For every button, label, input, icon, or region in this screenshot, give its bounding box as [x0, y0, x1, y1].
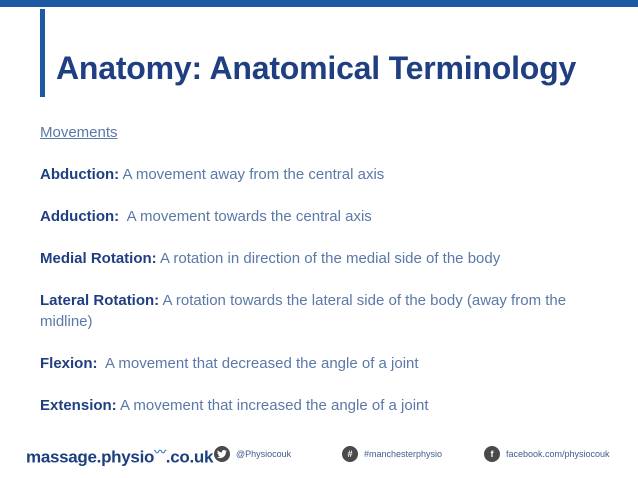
term-definition: A movement that decreased the angle of a joint — [97, 355, 419, 372]
term-definition: A rotation towards the lateral side of the body (away from the midline) — [40, 292, 567, 330]
term-lateral-rotation — [40, 290, 610, 332]
term-label: Adduction: — [40, 208, 120, 225]
facebook-url: facebook.com/physiocouk — [506, 449, 610, 459]
hashtag-link[interactable] — [342, 446, 442, 462]
logo-suffix: .co.uk — [165, 447, 214, 467]
slide-title: Anatomy: Anatomical Terminology — [56, 50, 577, 86]
term-extension — [40, 395, 610, 416]
twitter-link[interactable] — [214, 446, 291, 462]
term-definition: A movement towards the central axis — [119, 208, 372, 225]
hashtag-icon: # — [342, 446, 358, 462]
term-medial-rotation — [40, 248, 610, 269]
term-label: Medial Rotation: — [40, 250, 157, 267]
hashtag-text: #manchesterphysio — [364, 449, 443, 459]
title-accent-bar — [40, 9, 45, 97]
slide-content — [40, 122, 610, 416]
term-label: Abduction: — [40, 166, 120, 183]
brand-logo[interactable] — [26, 443, 213, 468]
facebook-icon: f — [484, 446, 500, 462]
term-label: Flexion: — [40, 355, 98, 372]
term-flexion — [40, 353, 610, 374]
slide-footer — [0, 440, 638, 470]
logo-dots-icon: 〰 — [154, 445, 166, 459]
twitter-icon — [214, 446, 230, 462]
facebook-link[interactable] — [484, 446, 610, 462]
term-adduction — [40, 206, 610, 227]
term-label: Lateral Rotation: — [40, 292, 160, 309]
top-accent-bar — [0, 0, 638, 7]
term-definition: A movement away from the central axis — [119, 166, 385, 183]
term-definition: A rotation in direction of the medial side of the body — [156, 250, 501, 267]
twitter-handle: @Physiocouk — [236, 449, 292, 459]
term-definition: A movement that increased the angle of a joint — [116, 397, 429, 414]
term-label: Extension: — [40, 397, 117, 414]
logo-text: massage.physio — [26, 447, 155, 467]
term-abduction — [40, 164, 610, 185]
section-subheading: Movements — [40, 124, 118, 141]
